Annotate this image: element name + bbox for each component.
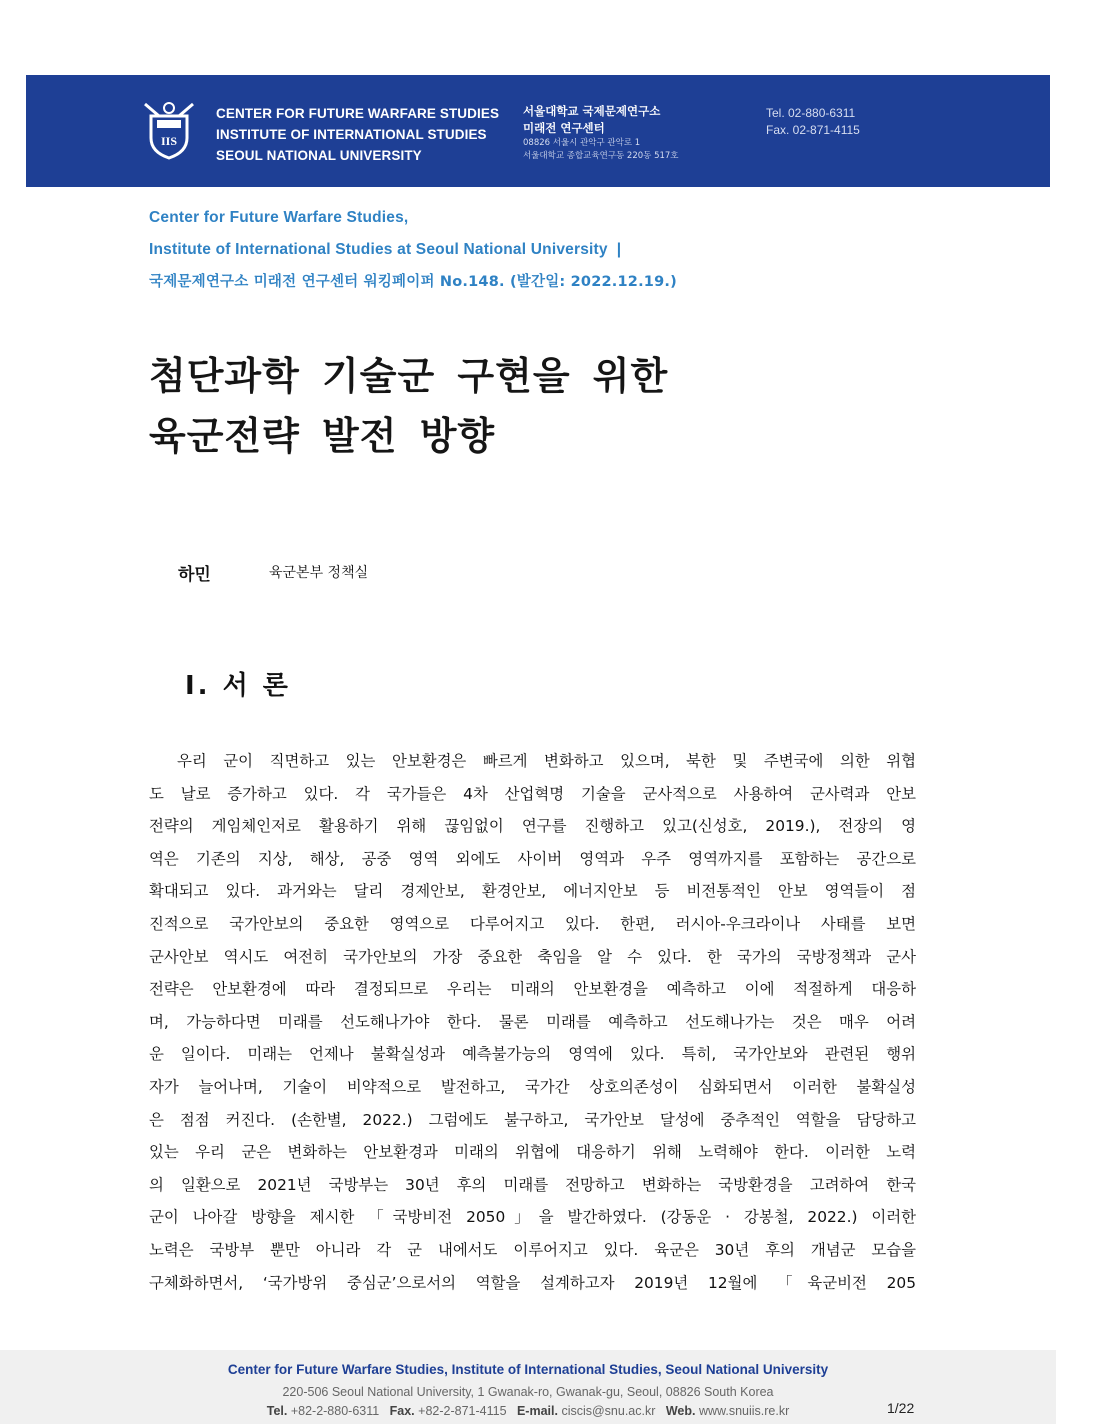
section-heading: Ⅰ. 서 론 [185,671,291,701]
header-banner [26,75,1050,187]
header-tel: Tel. 02-880-6311 [766,106,856,120]
header-contact [766,105,860,139]
header-kr-address: 서울대학교 종합교육연구동 220동 517호 [523,151,679,161]
header-english-name [216,103,499,166]
body-line: 전략의 게임체인저로 활용하기 위해 끊임없이 연구를 진행하고 있고(신성호, 2019.), 전장의 영 [149,817,916,836]
header-en-line: INSTITUTE OF INTERNATIONAL STUDIES [216,127,487,142]
body-line: 확대되고 있다. 과거와는 달리 경제안보, 환경안보, 에너지안보 등 비전통적인 안보 영역들이 점 [149,882,916,901]
institute-logo-icon [137,98,201,162]
body-line: 역은 기존의 지상, 해상, 공중 영역 외에도 사이버 영역과 우주 영역까지를 포함하는 공간으로 [149,849,916,868]
footer-email-label: E-mail. [516,1404,558,1418]
author-block [178,560,369,585]
header-en-line: SEOUL NATIONAL UNIVERSITY [216,148,422,163]
header-fax: Fax. 02-871-4115 [766,123,860,137]
body-line: 우리 군이 직면하고 있는 안보환경은 빠르게 변화하고 있으며, 북한 및 주변국에 의한 위협 [177,752,916,770]
body-line: 있는 우리 군은 변화하는 안보환경과 미래의 위협에 대응하기 위해 노력해야 한다. 이러한 노력 [149,1143,916,1162]
series-info [149,202,677,298]
body-paragraph [149,745,916,1299]
footer-tel: +82-2-880-6311 [290,1404,380,1418]
header-korean-name [523,103,679,163]
header-kr-line: 서울대학교 국제문제연구소 [523,104,661,118]
author-affiliation: 육군본부 정책실 [269,565,369,581]
footer-web-link[interactable]: www.snuiis.re.kr [698,1404,790,1418]
body-line: 진적으로 국가안보의 중요한 영역으로 다루어지고 있다. 한편, 러시아-우크라이나 사태를 보면 [149,914,916,933]
body-line: 운 일이다. 미래는 언제나 불확실성과 예측불가능의 영역에 있다. 특히, 국가안보와 관련된 행위 [149,1045,916,1064]
document-title [149,346,668,466]
footer-fax: +82-2-871-4115 [418,1404,507,1418]
series-line-korean: 국제문제연구소 미래전 연구센터 워킹페이퍼 No.148. (발간일: 2022.12.19.) [149,274,677,290]
body-line: 은 점점 커진다. (손한별, 2022.) 그럼에도 불구하고, 국가안보 달성에 중추적인 역할을 담당하고 [149,1110,916,1129]
svg-text:IIS: IIS [160,134,178,148]
author-name: 하민 [178,565,211,585]
header-en-line: CENTER FOR FUTURE WARFARE STUDIES [216,106,500,121]
footer-institution: Center for Future Warfare Studies, Institute of International Studies, Seoul National University [227,1362,829,1377]
header-kr-line: 미래전 연구센터 [523,121,605,135]
footer-email-link[interactable]: ciscis@snu.ac.kr [561,1404,656,1418]
title-line: 첨단과학 기술군 구현을 위한 [149,354,669,398]
body-line: 자가 늘어나며, 기술이 비약적으로 발전하고, 국가간 상호의존성이 심화되면서 이러한 불확실성 [149,1077,916,1096]
body-line: 전략은 안보환경에 따라 결정되므로 우리는 미래의 안보환경을 예측하고 이에 적절하게 대응하 [149,980,916,999]
body-line: 며, 가능하다면 미래를 선도해나가야 한다. 물론 미래를 예측하고 선도해나가는 것은 매우 어려 [149,1012,916,1031]
header-kr-address: 08826 서울시 관악구 관악로 1 [523,138,641,148]
series-line: Center for Future Warfare Studies, [149,209,409,226]
body-line: 의 일환으로 2021년 국방부는 30년 후의 미래를 전망하고 변화하는 국방환경을 고려하여 한국 [149,1175,916,1194]
page-number: 1/22 [887,1400,915,1416]
series-line: Institute of International Studies at Seoul National University | [149,241,622,258]
body-line: 구체화하면서, ‘국가방위 중심군’으로서의 역할을 설계하고자 2019년 12월에 「육군비전 205 [149,1273,916,1292]
body-line: 군이 나아갈 방향을 제시한 「국방비전 2050」을 발간하였다. (강동운 · 강봉철, 2022.) 이러한 [149,1208,916,1227]
body-line: 군사안보 역시도 여전히 국가안보의 가장 중요한 축임을 알 수 있다. 한 국가의 국방정책과 군사 [149,947,916,966]
footer-address: 220-506 Seoul National University, 1 Gwanak-ro, Gwanak-gu, Seoul, 08826 South Korea [282,1385,774,1399]
body-line: 노력은 국방부 뿐만 아니라 각 군 내에서도 이루어지고 있다. 육군은 30년 후의 개념군 모습을 [149,1240,916,1259]
footer-fax-label: Fax. [389,1404,415,1418]
footer-tel-label: Tel. [266,1404,288,1418]
body-line: 도 날로 증가하고 있다. 각 국가들은 4차 산업혁명 기술을 군사적으로 사용하여 군사력과 안보 [149,784,916,803]
footer-web-label: Web. [665,1404,696,1418]
title-line: 육군전략 발전 방향 [149,414,496,458]
